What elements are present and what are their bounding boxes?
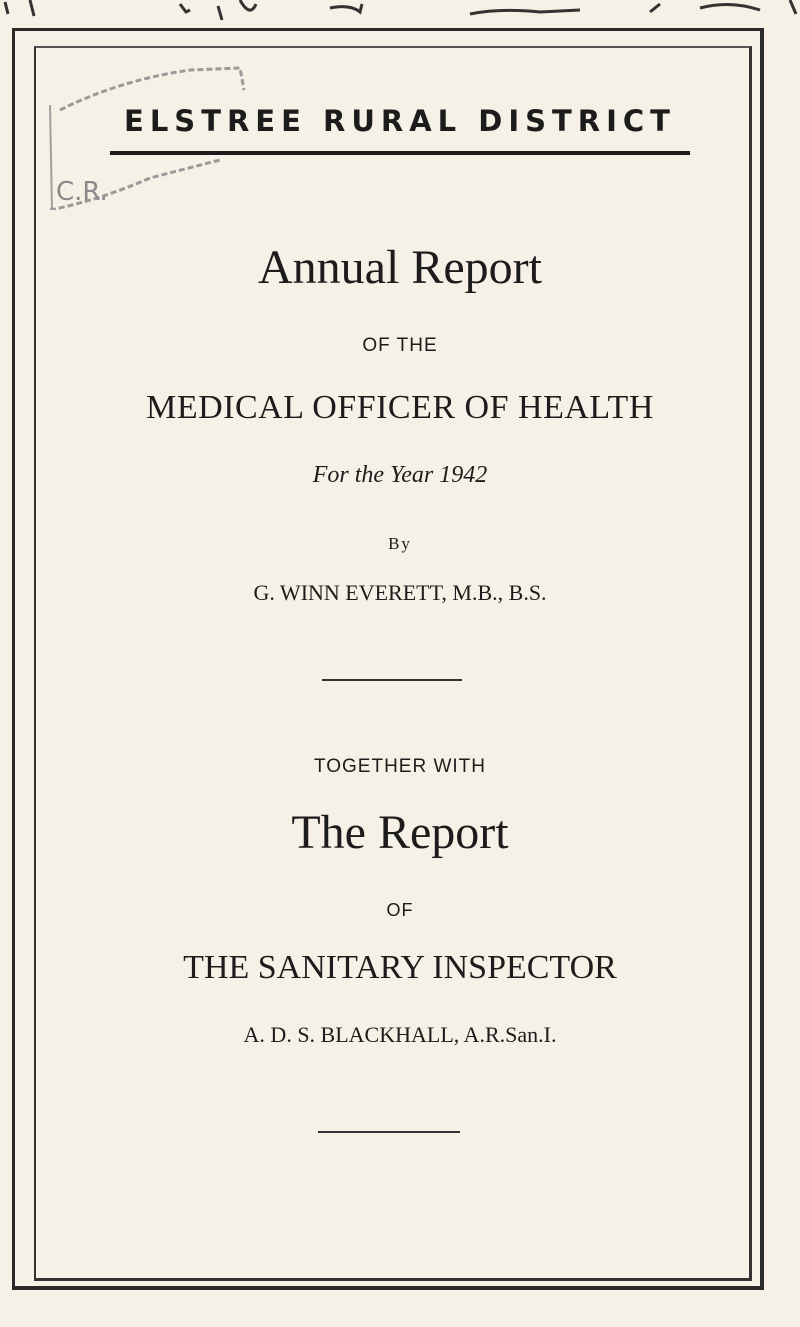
- report-author: G. WINN EVERETT, M.B., B.S.: [253, 580, 547, 605]
- district-underline: [110, 151, 690, 155]
- of-the-label: OF THE: [362, 335, 438, 356]
- inner-border: [34, 46, 752, 1281]
- second-report-author: A. D. S. BLACKHALL, A.R.San.I.: [243, 1022, 557, 1047]
- of-label: OF: [386, 900, 414, 920]
- report-subject: MEDICAL OFFICER OF HEALTH: [146, 389, 654, 426]
- by-label: By: [388, 534, 412, 553]
- bottom-divider: [318, 1131, 460, 1133]
- together-with-label: TOGETHER WITH: [313, 756, 487, 777]
- district-name: ELSTREE RURAL DISTRICT: [124, 104, 676, 138]
- second-report-subject: THE SANITARY INSPECTOR: [183, 949, 617, 986]
- report-period: For the Year 1942: [312, 462, 488, 488]
- scan-edge-marks: [0, 0, 800, 30]
- report-title: Annual Report: [258, 241, 542, 294]
- stamp-text: C.R.: [56, 177, 108, 207]
- second-report-title: The Report: [291, 806, 509, 859]
- section-divider: [322, 679, 462, 681]
